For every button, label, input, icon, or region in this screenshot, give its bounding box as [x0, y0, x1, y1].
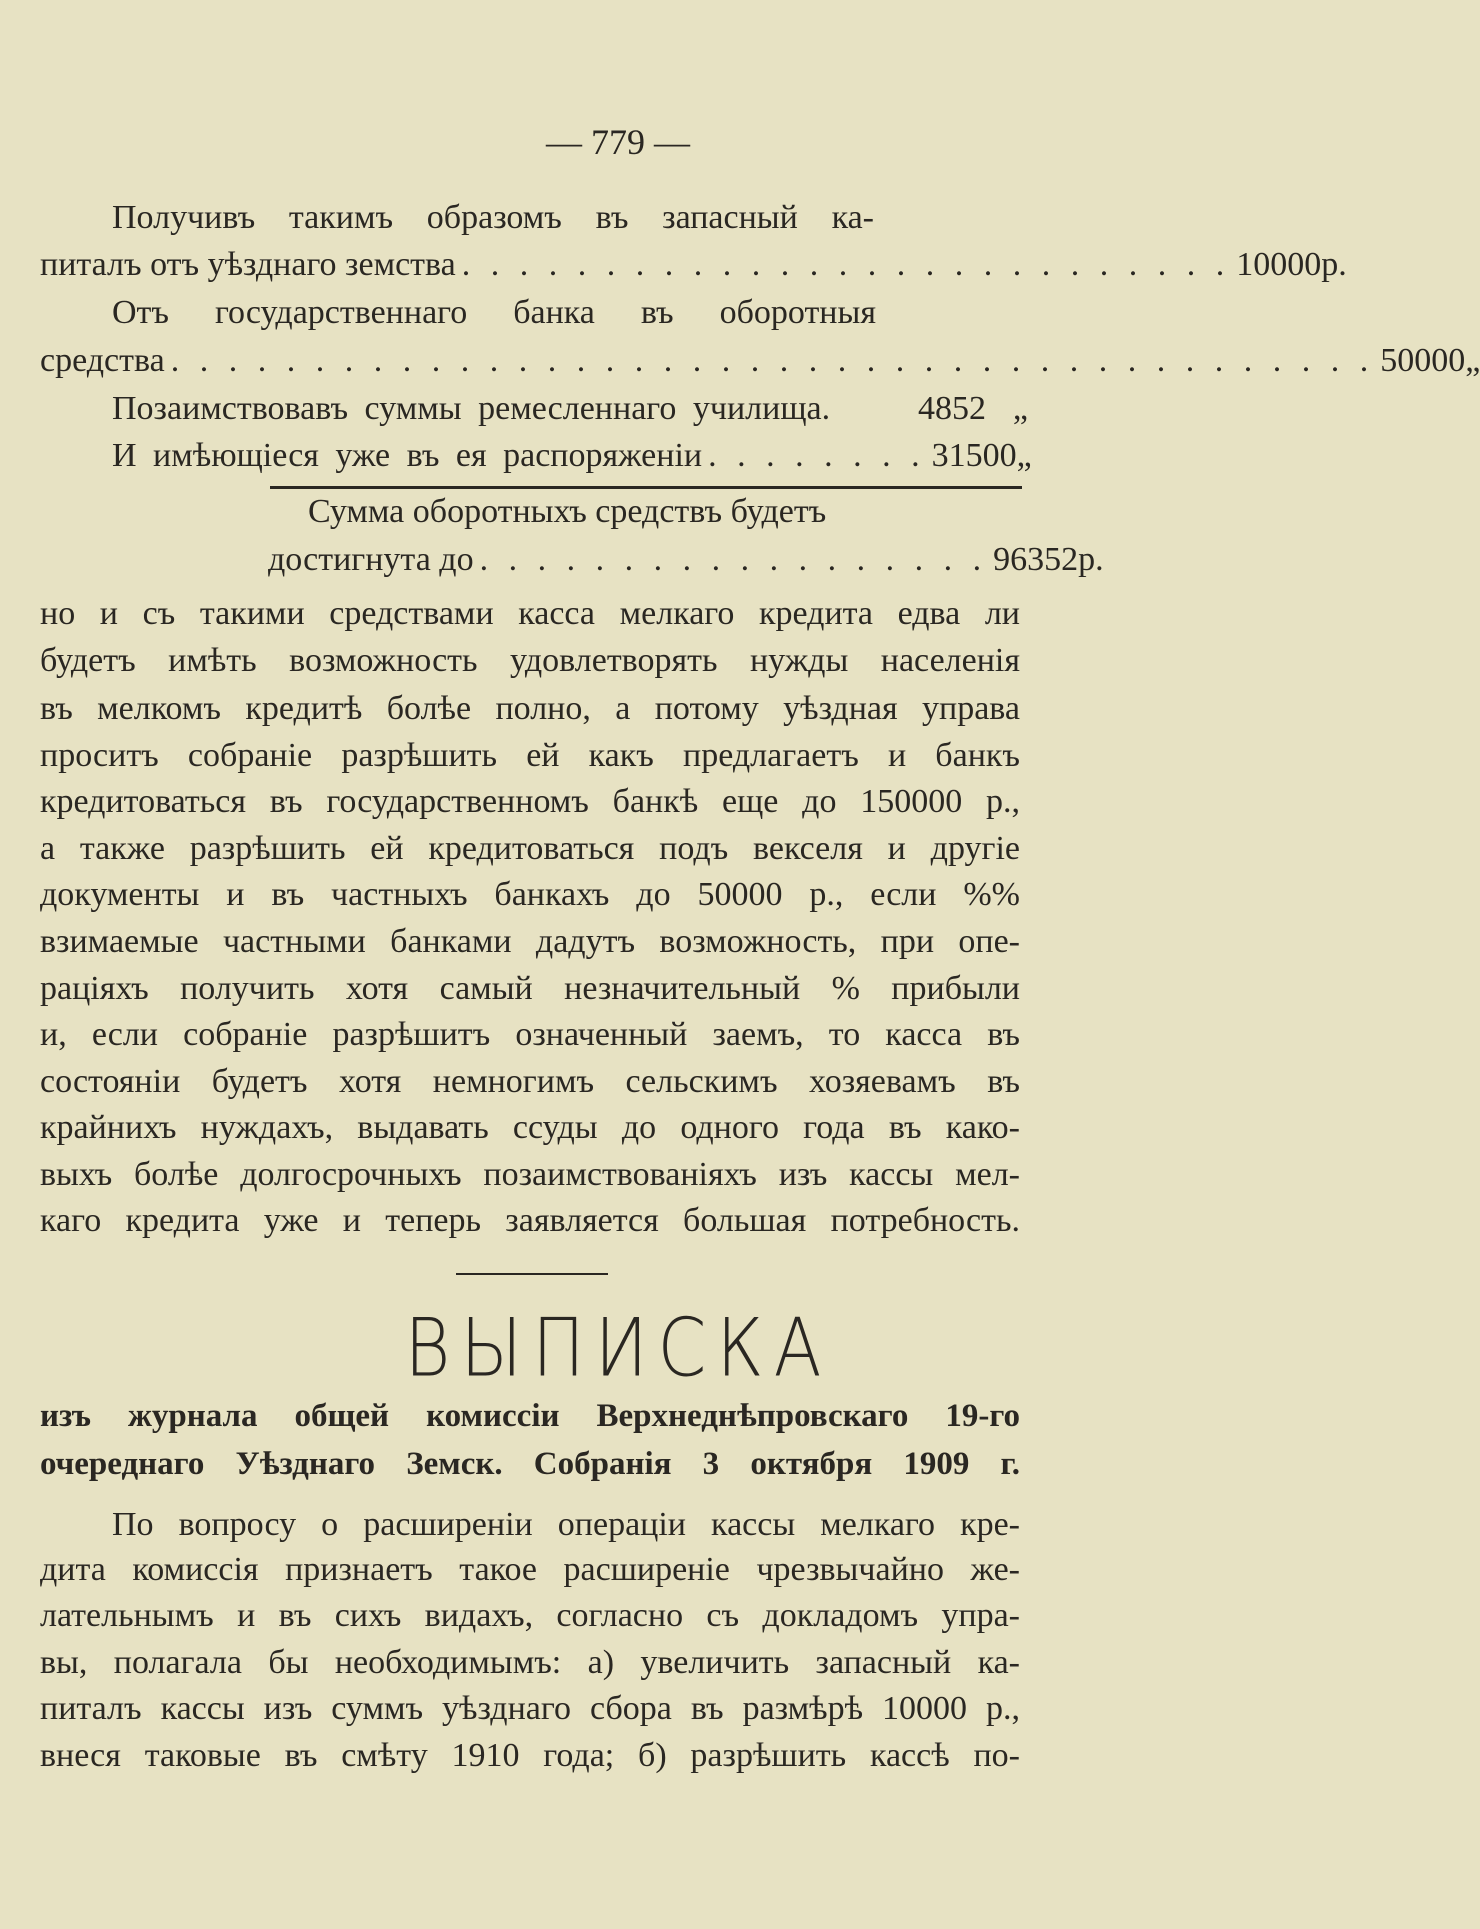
- text-line: питалъ кассы изъ суммъ уѣзднаго сбора въ размѣрѣ 10000 р.,: [40, 1690, 1020, 1727]
- fund-row-existing: [112, 434, 1032, 478]
- text-line: проситъ собраніе разрѣшить ей какъ предлагаетъ и банкъ: [40, 737, 1020, 774]
- subheading-line: изъ журнала общей комиссіи Верхнеднѣпровскаго 19-го: [40, 1398, 1020, 1434]
- text-line: документы и въ частныхъ банкахъ до 50000 р., если %%: [40, 876, 1020, 913]
- fund-label: И имѣющіеся уже въ ея распоряженіи: [112, 437, 703, 474]
- total-amount: 96352: [993, 541, 1079, 578]
- total-row: [268, 538, 1104, 582]
- fund-label-line: Отъ государственнаго банка въ оборотныя: [112, 294, 876, 331]
- text-line: будетъ имѣть возможность удовлетворять нужды населенія: [40, 642, 1020, 679]
- leader-dots: . . . . . . . . . . . . . . . . . .: [479, 541, 988, 578]
- fund-amount: 4852: [918, 390, 986, 427]
- section-divider: [456, 1273, 608, 1275]
- fund-amount: 10000: [1236, 246, 1322, 283]
- section-heading: ВЫПИСКА: [404, 1300, 832, 1396]
- text-line: взимаемые частными банками дадутъ возможность, при опе-: [40, 923, 1020, 960]
- fund-label: питалъ отъ уѣзднаго земства: [40, 246, 456, 283]
- text-line: лательнымъ и въ сихъ видахъ, согласно съ докладомъ упра-: [40, 1597, 1020, 1634]
- fund-unit: „: [1465, 342, 1480, 379]
- text-line: По вопросу о расширеніи операціи кассы мелкаго кре-: [112, 1506, 1020, 1543]
- text-line: состояніи будетъ хотя немногимъ сельскимъ хозяевамъ въ: [40, 1063, 1020, 1100]
- text-line: раціяхъ получить хотя самый незначительный % прибыли: [40, 970, 1020, 1007]
- text-line: а также разрѣшить ей кредитоваться подъ векселя и другіе: [40, 830, 1020, 867]
- fund-unit: „: [1012, 390, 1028, 427]
- fund-label: Позаимствовавъ суммы ремесленнаго училища.: [112, 390, 831, 427]
- text-line: дита комиссія признаетъ такое расширеніе чрезвычайно же-: [40, 1551, 1020, 1588]
- fund-amount: 50000: [1380, 342, 1466, 379]
- text-line: вы, полагала бы необходимымъ: а) увеличить запасный ка-: [40, 1644, 1020, 1681]
- fund-unit: „: [1016, 437, 1032, 474]
- text-line: кредитоваться въ государственномъ банкѣ еще до 150000 р.,: [40, 783, 1020, 820]
- page-number: — 779 —: [546, 122, 690, 162]
- sum-rule: [270, 486, 1022, 489]
- subheading-line: очереднаго Уѣзднаго Земск. Собранія 3 октября 1909 г.: [40, 1446, 1020, 1482]
- leader-dots: . . . . . . . . . . . . . . . . . . . . . . . . . . . . . . . . . . . . . . . . . .: [170, 342, 1375, 379]
- text-line: крайнихъ нуждахъ, выдавать ссуды до одного года въ како-: [40, 1109, 1020, 1146]
- fund-amount: 31500: [931, 437, 1017, 474]
- text-line: выхъ болѣе долгосрочныхъ позаимствованіяхъ изъ кассы мел-: [40, 1156, 1020, 1193]
- text-line: и, если собраніе разрѣшитъ означенный заемъ, то касса въ: [40, 1016, 1020, 1053]
- text-line: но и съ такими средствами касса мелкаго кредита едва ли: [40, 595, 1020, 632]
- fund-label: средства: [40, 342, 165, 379]
- total-label: достигнута до: [268, 541, 474, 578]
- total-unit: р.: [1078, 541, 1104, 578]
- leader-dots: . . . . . . . . . . . . . . . . . . . . . . . . . . .: [461, 246, 1231, 283]
- fund-unit: р.: [1321, 246, 1347, 283]
- funds-intro-line: Получивъ такимъ образомъ въ запасный ка-: [112, 199, 874, 236]
- text-line: внеся таковые въ смѣту 1910 года; б) разрѣшить кассѣ по-: [40, 1737, 1020, 1774]
- text-line: каго кредита уже и теперь заявляется большая потребность.: [40, 1202, 1020, 1239]
- fund-row-school: [112, 387, 1028, 431]
- fund-row-bank: [40, 339, 1480, 383]
- leader-dots: . . . . . . . .: [708, 437, 926, 474]
- total-label-line1: Сумма оборотныхъ средствъ будетъ: [308, 493, 827, 530]
- text-line: въ мелкомъ кредитѣ болѣе полно, а потому уѣздная управа: [40, 690, 1020, 727]
- fund-row-zemstvo: [40, 243, 1347, 287]
